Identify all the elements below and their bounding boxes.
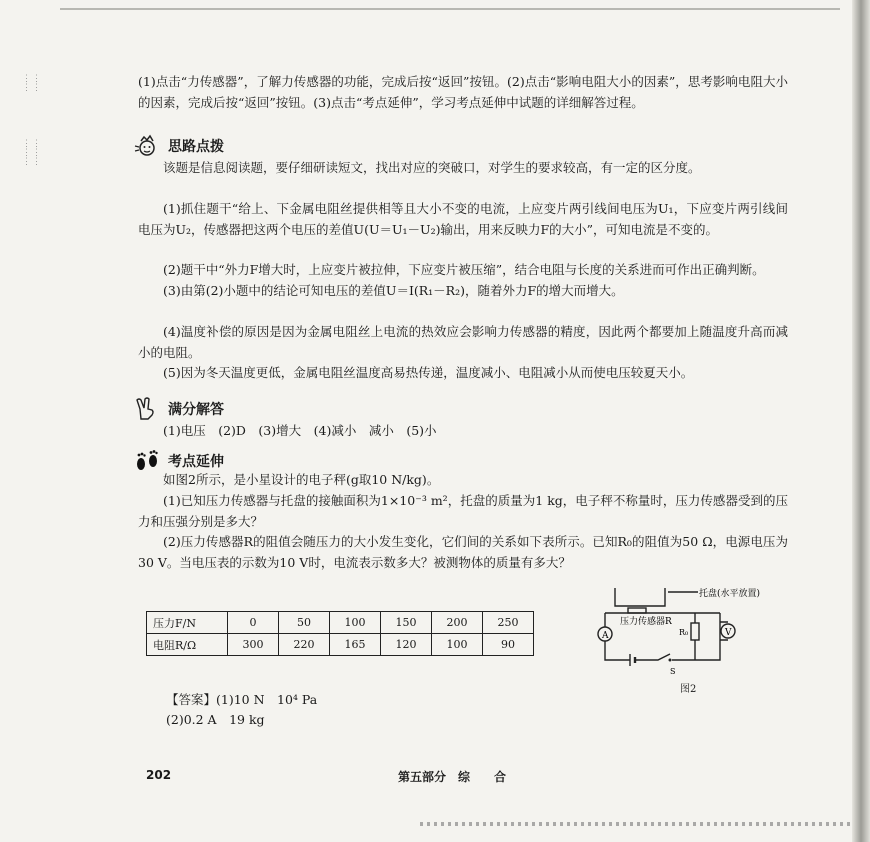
r0-resistor — [691, 623, 699, 640]
hint-paragraph-5: (5)因为冬天温度更低，金属电阻丝温度高易热传递，温度减小、电阻减小从而使电压较夏天小。 — [163, 365, 694, 380]
table-row — [147, 612, 534, 634]
table-cell: 50 — [279, 612, 330, 634]
thinking-figure-icon — [132, 134, 162, 158]
hint-paragraph-4: (4)温度补偿的原因是因为金属电阻丝上电流的热效应会影响力传感器的精度，因此两个都要加上随温度升高而减小的电阻。 — [138, 324, 788, 360]
margin-mark: ⋮⋮ ⋮⋮ — [22, 74, 42, 93]
table-row-header: 压力F/N — [147, 612, 228, 634]
tray-label: 托盘(水平放置) — [699, 589, 761, 599]
margin-mark: ⋮⋮ ⋮⋮ ⋮⋮ — [22, 139, 42, 167]
table-cell: 300 — [228, 634, 279, 656]
full-answer-text: (1)电压 (2)D (3)增大 (4)减小 减小 (5)小 — [163, 423, 437, 438]
extension-paragraph-1: (1)已知压力传感器与托盘的接触面积为1×10⁻³ m²，托盘的质量为1 kg，电子秤不称量时，压力传感器受到的压力和压强分别是多大？ — [138, 493, 788, 529]
circuit-diagram — [580, 578, 780, 678]
table-cell: 200 — [432, 612, 483, 634]
scan-edge-right — [852, 0, 870, 842]
hint-paragraph-1: (1)抓住题干“给上、下金属电阻丝提供相等且大小不变的电流，上应变片两引线间电压为U₁，下应变片两引线间电压为U₂，传感器把这两个电压的差值U(U＝U₁－U₂)输出，用来反映力F的大小”，可知电流是不变的。 — [138, 201, 788, 237]
page-number: 202 — [146, 768, 172, 782]
pressure-sensor-block — [628, 608, 646, 613]
table-cell: 90 — [483, 634, 534, 656]
ammeter-label: A — [602, 631, 609, 641]
intro-paragraph: (1)点击“力传感器”，了解力传感器的功能，完成后按“返回”按钮。(2)点击“影响电阻大小的因素”，思考影响电阻大小的因素，完成后按“返回”按钮。(3)点击“考点延伸”，学习考点延伸中试题的详细解答过程。 — [138, 74, 788, 110]
table-cell: 150 — [381, 612, 432, 634]
switch-wire — [635, 654, 670, 660]
hint-paragraph-3: (3)由第(2)小题中的结论可知电压的差值U＝I(R₁－R₂)，随着外力F的增大而增大。 — [163, 283, 624, 298]
voltmeter-label: V — [725, 628, 732, 638]
table-cell: 100 — [330, 612, 381, 634]
section-footer: 第五部分 综 合 — [398, 770, 507, 784]
extension-paragraph-2: (2)压力传感器R的阻值会随压力的大小发生变化，它们间的关系如下表所示。已知R₀的阻值为50 Ω，电源电压为30 V。当电压表的示数为10 V时，电流表示数多大？被测物体的质量有多大？ — [138, 534, 788, 570]
pressure-resistance-table — [146, 611, 534, 656]
heading-thinking-hints — [132, 134, 224, 158]
table-row-header: 电阻R/Ω — [147, 634, 228, 656]
answer-line-2: (2)0.2 A 19 kg — [166, 712, 265, 727]
answer-line-1: 【答案】(1)10 N 10⁴ Pa — [166, 692, 318, 707]
switch-contact — [669, 659, 672, 662]
table-cell: 220 — [279, 634, 330, 656]
tray-outline — [615, 588, 665, 606]
table-cell: 120 — [381, 634, 432, 656]
table-cell: 165 — [330, 634, 381, 656]
table-row — [147, 634, 534, 656]
heading-full-answer-label: 满分解答 — [168, 402, 224, 418]
table-cell: 250 — [483, 612, 534, 634]
scan-edge-bottom — [420, 822, 850, 826]
heading-thinking-hints-label: 思路点拨 — [168, 139, 224, 155]
hint-paragraph-0: 该题是信息阅读题，要仔细研读短文，找出对应的突破口，对学生的要求较高，有一定的区分度。 — [163, 160, 701, 175]
figure-caption: 图2 — [680, 684, 697, 695]
scan-edge-top — [60, 8, 840, 10]
table-cell: 0 — [228, 612, 279, 634]
r0-label: R₀ — [679, 628, 689, 637]
heading-full-answer — [132, 397, 224, 421]
hint-paragraph-2: (2)题干中“外力F增大时，上应变片被拉伸，下应变片被压缩”，结合电阻与长度的关系进而可作出正确判断。 — [163, 262, 765, 277]
victory-hand-icon — [132, 397, 162, 421]
heading-extension-label: 考点延伸 — [168, 454, 224, 470]
table-cell: 100 — [432, 634, 483, 656]
sensor-label: 压力传感器R — [620, 617, 672, 627]
extension-paragraph-0: 如图2所示，是小星设计的电子秤(g取10 N/kg)。 — [163, 472, 440, 487]
switch-label: S — [670, 667, 676, 676]
